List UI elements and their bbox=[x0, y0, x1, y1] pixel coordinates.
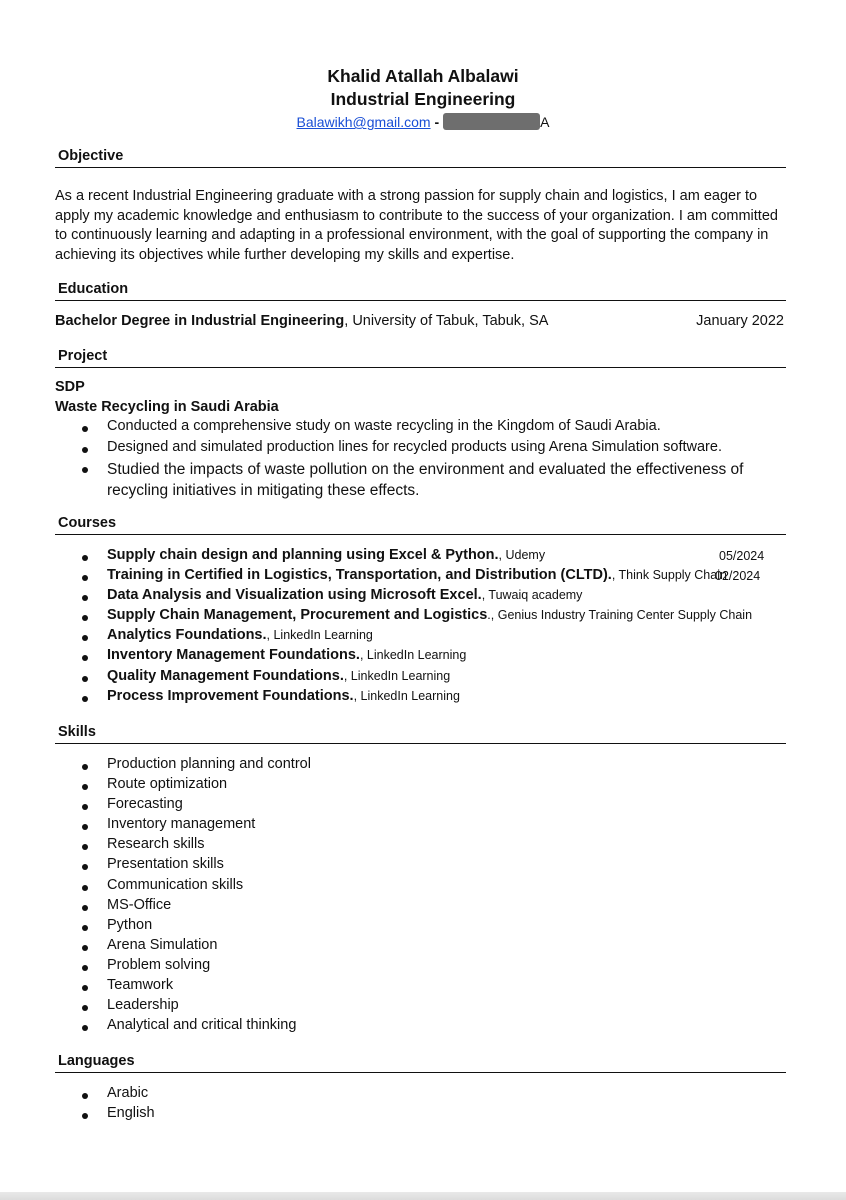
candidate-name: Khalid Atallah Albalawi bbox=[327, 66, 519, 86]
list-item: MS-Office bbox=[78, 897, 311, 917]
page-bottom-edge bbox=[0, 1192, 846, 1200]
list-item bbox=[78, 587, 752, 607]
list-item: Leadership bbox=[78, 997, 311, 1017]
list-item: Teamwork bbox=[78, 977, 311, 997]
education-date: January 2022 bbox=[696, 313, 784, 329]
course-date: 02/2024 bbox=[715, 569, 761, 583]
list-item: Presentation skills bbox=[78, 856, 311, 876]
list-item: Problem solving bbox=[78, 957, 311, 977]
degree-name: Bachelor Degree in Industrial Engineering bbox=[55, 313, 345, 329]
course-name: Process Improvement Foundations. bbox=[107, 687, 354, 704]
course-name: Quality Management Foundations. bbox=[107, 667, 344, 684]
project-bullets bbox=[78, 418, 762, 501]
project-heading: Project bbox=[55, 348, 786, 368]
list-item: Python bbox=[78, 917, 311, 937]
list-item bbox=[78, 647, 752, 667]
list-item: Arabic bbox=[78, 1085, 155, 1105]
list-item: Conducted a comprehensive study on waste recycling in the Kingdom of Saudi Arabia. bbox=[78, 418, 762, 439]
course-provider: , Udemy bbox=[498, 548, 546, 562]
languages-list bbox=[78, 1085, 155, 1125]
list-item: Forecasting bbox=[78, 796, 311, 816]
course-provider: , LinkedIn Learning bbox=[353, 688, 460, 703]
list-item: Inventory management bbox=[78, 816, 311, 836]
course-name: Supply Chain Management, Procurement and Logistics bbox=[107, 607, 488, 624]
course-name: Inventory Management Foundations. bbox=[107, 647, 360, 664]
skills-heading: Skills bbox=[55, 724, 786, 744]
email-link[interactable]: Balawikh@gmail.com bbox=[296, 114, 431, 130]
course-provider: , Tuwaiq academy bbox=[481, 588, 583, 603]
contact-trailing-char: A bbox=[540, 114, 550, 130]
course-name: Training in Certified in Logistics, Transportation, and Distribution (CLTD). bbox=[107, 567, 612, 584]
list-item bbox=[78, 668, 752, 688]
course-date: 05/2024 bbox=[719, 549, 765, 563]
objective-heading: Objective bbox=[55, 148, 786, 168]
course-provider: , LinkedIn Learning bbox=[359, 648, 467, 663]
education-heading: Education bbox=[55, 281, 786, 301]
project-title: Waste Recycling in Saudi Arabia bbox=[55, 399, 279, 415]
redacted-phone bbox=[443, 113, 540, 130]
list-item bbox=[78, 688, 752, 708]
course-provider: , LinkedIn Learning bbox=[266, 628, 373, 643]
course-name: Analytics Foundations. bbox=[107, 627, 267, 644]
languages-heading: Languages bbox=[55, 1053, 786, 1073]
list-item bbox=[78, 627, 752, 647]
course-name: Data Analysis and Visualization using Microsoft Excel. bbox=[107, 587, 482, 604]
course-provider: , Think Supply Chain bbox=[611, 568, 727, 583]
list-item: Research skills bbox=[78, 836, 311, 856]
list-item: Production planning and control bbox=[78, 756, 311, 776]
education-entry bbox=[55, 313, 548, 329]
courses-list bbox=[78, 547, 752, 708]
list-item: Analytical and critical thinking bbox=[78, 1017, 311, 1037]
list-item: Arena Simulation bbox=[78, 937, 311, 957]
skills-list bbox=[78, 756, 311, 1037]
institution: , University of Tabuk, Tabuk, SA bbox=[344, 313, 549, 329]
list-item: Communication skills bbox=[78, 877, 311, 897]
list-item bbox=[78, 547, 752, 567]
courses-heading: Courses bbox=[55, 515, 786, 535]
course-provider: ., Genius Industry Training Center Supply Chain bbox=[487, 608, 753, 623]
objective-text: As a recent Industrial Engineering graduate with a strong passion for supply chain and logistics, I am eager to apply my academic knowledge and enthusiasm to contribute to the success of your organization. I am committed to continuously learning and adapting in a professional environment, with the goal of supporting the company in achieving its objectives while further developing my skills and expertise. bbox=[55, 188, 778, 263]
list-item: English bbox=[78, 1105, 155, 1125]
candidate-title: Industrial Engineering bbox=[330, 89, 516, 109]
list-item: Studied the impacts of waste pollution on the environment and evaluated the effectiveness of recycling initiatives in mitigating these effects. bbox=[78, 459, 762, 501]
list-item: Designed and simulated production lines for recycled products using Arena Simulation software. bbox=[78, 439, 762, 460]
course-provider: , LinkedIn Learning bbox=[343, 668, 451, 683]
list-item bbox=[78, 607, 752, 627]
contact-separator: - bbox=[434, 114, 440, 130]
list-item: Route optimization bbox=[78, 776, 311, 796]
project-label: SDP bbox=[55, 379, 85, 395]
course-name: Supply chain design and planning using Excel & Python. bbox=[107, 547, 499, 563]
list-item bbox=[78, 567, 752, 587]
contact-line bbox=[0, 113, 846, 130]
